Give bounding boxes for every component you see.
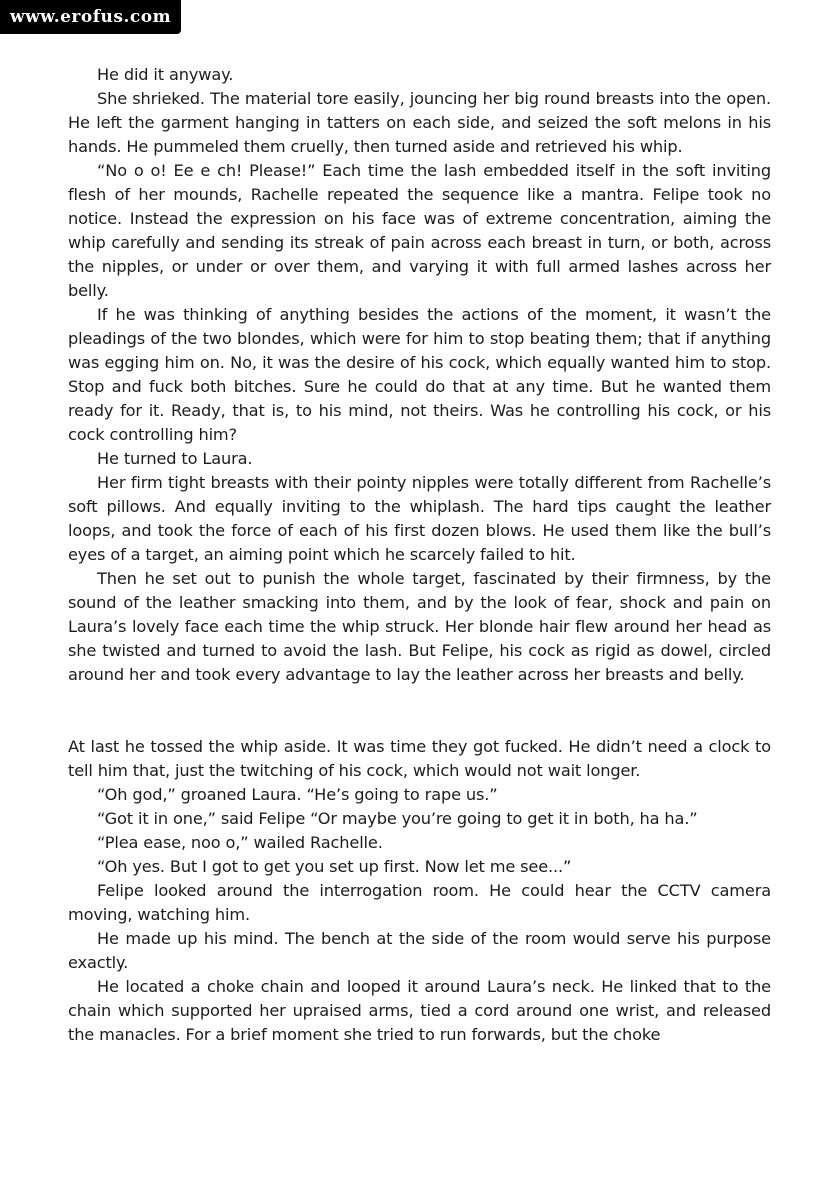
paragraph: Felipe looked around the interrogation room. He could hear the CCTV camera moving, watching him. <box>68 881 771 924</box>
paragraph: Her firm tight breasts with their pointy nipples were totally different from Rachelle’s soft pillows. And equally inviting to the whiplash. The hard tips caught the leather loops, and took the force of each of his first dozen blows. He used them like the bull’s eyes of a target, an aiming point which he scarcely failed to hit. <box>68 473 771 564</box>
page-text <box>68 63 771 1047</box>
paragraph: “Got it in one,” said Felipe “Or maybe you’re going to get it in both, ha ha.” <box>97 809 698 828</box>
paragraph: He located a choke chain and looped it around Laura’s neck. He linked that to the chain which supported her upraised arms, tied a cord around one wrist, and released the manacles. For a brief moment she tried to run forwards, but the choke <box>68 977 771 1044</box>
paragraph: He made up his mind. The bench at the side of the room would serve his purpose exactly. <box>68 929 771 972</box>
paragraph: He turned to Laura. <box>97 449 253 468</box>
paragraph: “Oh god,” groaned Laura. “He’s going to rape us.” <box>97 785 498 804</box>
paragraph: If he was thinking of anything besides the actions of the moment, it wasn’t the pleadings of the two blondes, which were for him to stop beating them; that if anything was egging him on. No, it was the desire of his cock, which equally wanted him to stop. Stop and fuck both bitches. Sure he could do that at any time. But he wanted them ready for it. Ready, that is, to his mind, not theirs. Was he controlling his cock, or his cock controlling him? <box>68 305 771 444</box>
paragraph: Then he set out to punish the whole target, fascinated by their firmness, by the sound of the leather smacking into them, and by the look of fear, shock and pain on Laura’s lovely face each time the whip struck. Her blonde hair flew around her head as she twisted and turned to avoid the lash. But Felipe, his cock as rigid as dowel, circled around her and took every advantage to lay the leather across her breasts and belly. <box>68 569 771 684</box>
paragraph: At last he tossed the whip aside. It was time they got fucked. He didn’t need a clock to tell him that, just the twitching of his cock, which would not wait longer. <box>68 737 771 780</box>
site-watermark <box>0 0 181 34</box>
watermark-text: www.erofus.com <box>10 7 172 27</box>
paragraph: She shrieked. The material tore easily, jouncing her big round breasts into the open. He left the garment hanging in tatters on each side, and seized the soft melons in his hands. He pummeled them cruelly, then turned aside and retrieved his whip. <box>68 89 771 156</box>
paragraph: He did it anyway. <box>97 65 234 84</box>
paragraph: “No o o! Ee e ch! Please!” Each time the lash embedded itself in the soft inviting flesh of her mounds, Rachelle repeated the sequence like a mantra. Felipe took no notice. Instead the expression on his face was of extreme concentration, aiming the whip carefully and sending its streak of pain across each breast in turn, or both, across the nipples, or under or over them, and varying it with full armed lashes across her belly. <box>68 161 771 300</box>
section-break <box>68 687 771 735</box>
paragraph: “Plea ease, noo o,” wailed Rachelle. <box>97 833 383 852</box>
paragraph: “Oh yes. But I got to get you set up first. Now let me see...” <box>97 857 572 876</box>
